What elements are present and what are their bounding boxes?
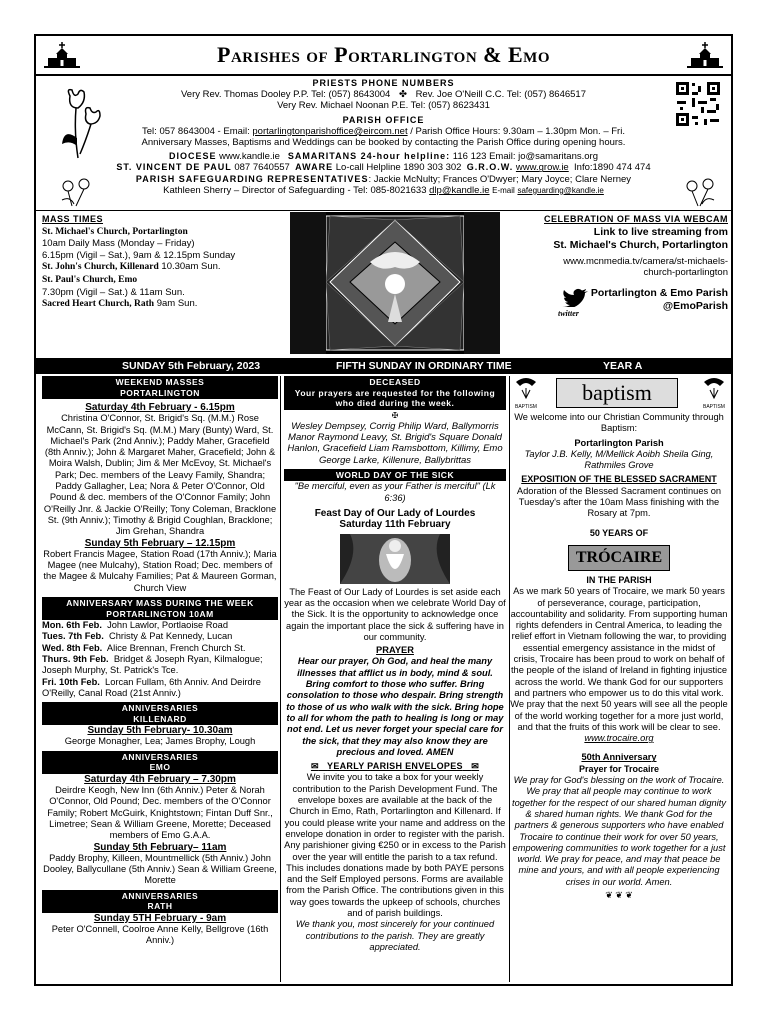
trocaire-link[interactable]: www.trocaire.org [584,733,654,744]
aware-label: AWARE [295,162,334,173]
trocaire-logo: TRÓCAIRE [568,545,670,571]
rath-sub: Sunday 5TH February - 9am [93,912,227,924]
diocese-label: DIOCESE [169,151,217,162]
cross-icon: ✠ [391,410,399,420]
in-parish-heading: IN THE PARISH [586,574,652,585]
exposition-heading: EXPOSITION OF THE BLESSED SACRAMENT [521,474,717,485]
mass-time: 9am Sun. [156,298,198,310]
church-icon [685,39,725,71]
fifty-years-heading: 50 YEARS OF [589,527,649,538]
mass-times [42,214,282,311]
date-bar [36,358,731,374]
header-bar [36,36,731,76]
priest-pe: Very Rev. Michael Noonan P.E. Tel: (057) 8623431 [277,100,490,112]
church-name: Sacred Heart Church, Rath [42,299,155,310]
grow-link[interactable]: www.grow.ie [515,162,569,174]
emo-sat-heading: Saturday 4th February – 7.30pm [84,773,236,785]
twitter-bird-icon [562,287,590,307]
sick-heading: WORLD DAY OF THE SICK [284,469,506,482]
emo-sun-intentions: Paddy Brophy, Killeen, Mountmellick (5th Anniv.) John Dooley, Ballycullane (5th Anniv.) Sean & William Greene, Morette [43,852,277,886]
baptism-icon [700,376,728,410]
svg-text:BAPTISM: BAPTISM [703,404,725,410]
mass-time: 10am Daily Mass (Monday – Friday) [42,238,195,250]
sat-intentions: Christina O'Connor, St. Brigid's Sq. (M.M.) Rose McCann, St. Brigid's Sq. (M.M.) Mary (Bunty) Ward, St. Michael's Park (2nd Anniv.); Paddy Maher, Gracefield (8th Anniv.); John & Margaret Maher, Gracefield; John & Moira Walsh, Dublin; Jim & Mer McEvoy, St. Michael's Park; Dec. members of the Leavy Family, Shandra; Paddy Gallagher, Lea; Nora & Peter O'Connor, Old Pound & dec. members of the O'Connor Family; John O'Reilly Jnr. & Jackie O'Reilly; Tony Coleman, Bracklone St. (9th Anniv.); Timothy & Brigid Coughlan, Bracklone; Jim Grehan, Shandra [43,413,277,537]
right-column [510,376,728,901]
flower-icon [678,176,718,208]
baptism-parish: Portarlington Parish [574,437,664,448]
webcam-heading: CELEBRATION OF MASS VIA WEBCAM [544,214,728,224]
envelopes-thanks: We thank you, most sincerely for your continued contributions to the parish. They are greatly appreciated. [295,919,495,952]
middle-column [284,376,506,953]
lourdes-date: Saturday 11th February [339,519,451,531]
webcam-link[interactable]: church-portarlington [643,267,728,278]
baptism-banner: baptism [556,378,678,408]
anniversaries-column [42,376,278,947]
safeguarding-email-link[interactable]: safeguarding@kandle.ie [517,185,604,195]
deceased-names: Wesley Dempsey, Corrig Philip Ward, Ballymorris Manor Raymond Leavy, St. Brigid's Square Donald Hanlon, Gracefield Liam Ramsbottom, Killimy, Emo George Larke, Killenure, Ballybrittas [287,420,503,466]
deceased-heading: DECEASED Your prayers are requested for the following who died during the week. [284,376,506,410]
stained-glass-image [290,212,500,354]
mass-time: 6.15pm (Vigil – Sat.), 9am & 12.15pm Sunday [42,249,236,261]
office-tel: Tel: 057 8643004 - Email: [142,125,250,137]
webcam-line2: St. Michael's Church, Portarlington [553,238,728,251]
envelope-icon: ✉ [310,761,319,772]
office-hours: / Parish Office Hours: 9.30am – 1.30pm Mon. – Fri. [410,125,625,137]
envelopes-heading: YEARLY PARISH ENVELOPES [327,761,463,772]
leaf-icon: ✤ [398,89,407,101]
church-icon [42,39,82,71]
newsletter-page [34,34,733,986]
weekday-row: Mon. 6th Feb. John Lawlor, Portlaoise Road [42,620,229,631]
sat-heading: Saturday 4th February - 6.15pm [85,402,235,413]
safeguarding-reps: : Jackie McNulty; Frances O'Dwyer; Mary Joyce; Clare Nerney [368,173,632,185]
divider [36,210,731,211]
priest-cc: Rev. Joe O'Neill C.C. Tel: (057) 8646517 [415,89,586,101]
prayer-heading: PRAYER [376,645,414,656]
flower-icon [58,176,98,208]
svg-text:BAPTISM: BAPTISM [515,404,537,410]
rath-heading: ANNIVERSARIES RATH [42,890,278,913]
sick-quote: "Be merciful, even as your Father is merciful" (Lk 6:36) [294,481,496,503]
killenard-intentions: George Monagher, Lea; James Brophy, Lough [64,736,256,747]
priest-pp: Very Rev. Thomas Dooley P.P. Tel: (057) 8643004 [181,89,391,101]
mass-time: 10.30am Sun. [161,261,221,273]
svp-phone: 087 7640557 [234,162,290,174]
office-booking: Anniversary Masses, Baptisms and Weddings can be booked by contacting the Parish Office during opening hours. [141,137,626,149]
grow-label: G.R.O.W. [466,162,514,173]
contact-info [36,76,731,210]
emo-heading: ANNIVERSARIES EMO [42,751,278,774]
samaritans-label: SAMARITANS 24-hour helpline: [287,151,451,162]
twitter-name: Portarlington & Emo Parish [590,286,728,299]
mass-time: 7.30pm (Vigil – Sat.) & 11am Sun. [42,286,185,298]
office-email-link[interactable]: portarlingtonparishoffice@eircom.net [252,125,408,137]
weekend-masses-heading: WEEKEND MASSES PORTARLINGTON [42,376,278,399]
sun-intentions: Robert Francis Magee, Station Road (17th Anniv.); Maria Magee (nee Mulcahy), Station Road; Dec. members of the Magee & Mulcahy Families; Pat & Maureen Gorman, Church View [43,548,277,593]
prayer-text: Hear our prayer, Oh God, and heal the many illnesses that afflict us in body, mind & soul. Bring comfort to those who suffer. Bring consolation to those who despair. Bring strength to those of us who walk with the sick. Bring hope to all for whom the path to healing is long or may not end. Let us never forget your special care for the sick, that they may also know they are precious and loved. AMEN [286,656,504,757]
trocaire-prayer: We pray for God's blessing on the work of Trocaire. We pray that all people may continue to work together for the respect of our shared human dignity & shared human rights. We thank God for the partners & generous supporters who have enabled Trocaire to continue their work for over 50 years, empowering communities to work together for a just world. We pray for peace, and may that peace be mine and yours, and with all people experiencing crises in our world. Amen. [512,775,726,887]
baptism-names: Taylor J.B. Kelly, M/Mellick Aoibh Sheila Ging, Rathmiles Grove [524,448,714,471]
exposition-text: Adoration of the Blessed Sacrament continues on Tuesday's after the 10am Mass finishing with the Rosary at 7pm. [516,485,722,519]
safeguarding-director: Kathleen Sherry – Director of Safeguarding - Tel: 085-8021633 [163,184,427,196]
email-label: E-mail [492,185,515,195]
dlp-email-link[interactable]: dlp@kandle.ie [429,184,490,196]
safeguarding-label: PARISH SAFEGUARDING REPRESENTATIVES [135,173,369,184]
mass-times-heading: MASS TIMES [42,214,104,224]
samaritans-info: 116 123 Email: jo@samaritans.org [452,151,598,163]
emo-sun-heading: Sunday 5th February– 11am [93,841,227,853]
grow-info: Info:1890 474 474 [574,162,651,174]
weekday-row: Wed. 8th Feb. Alice Brennan, French Church St. [42,642,246,653]
priests-heading: PRIESTS PHONE NUMBERS [312,78,455,88]
twitter-handle: @EmoParish [662,299,728,312]
page-title: Parishes of Portarlington & Emo [217,42,550,67]
weekday-row: Tues. 7th Feb. Christy & Pat Kennedy, Lucan [42,631,233,642]
envelope-icon: ✉ [471,761,480,772]
weekday-row: Fri. 10th Feb. Lorcan Fullam, 6th Anniv. And Deirdre O'Reilly, Canal Road (21st Anniv.) [42,676,261,698]
webcam-line1: Link to live streaming from [593,225,728,238]
baptism-welcome: We welcome into our Christian Community through Baptism: [514,412,724,434]
church-name: St. Paul's Church, Emo [42,274,138,285]
aware-info: Lo-call Helpline 1890 303 302 [335,162,462,174]
webcam-section [506,214,728,318]
sun-heading: Sunday 5th February – 12.15pm [84,537,236,549]
lourdes-text: The Feast of Our Lady of Lourdes is set aside each year as the occasion when we celebrate World Day of the Sick. It is the opportunity to acknowledge once again the important place the sick & suffering have in our community. [284,586,506,642]
church-name: St. Michael's Church, Portarlington [42,226,188,237]
killenard-heading: ANNIVERSARIES KILLENARD [42,702,278,725]
trocaire-prayer-heading: Prayer for Trocaire [578,763,660,774]
trocaire-text: As we mark 50 years of Trocaire, we mark 50 years of perseverance, courage, participation, accountability and solidarity. From supporting human rights defenders in Central America, to leading the relief effort in Vietnam following the war, to providing essential emergency assistance in the midst of crisis, Trocaire has been proud to work on behalf of the people of the island of Ireland in fighting injustice across the world. We thank God for our supporters and partners who empower us to do this vital work. We pray that the next 50 years will see all the people of the world working together for a more just world, and that the fruits of this work will be clear to see. [510,586,728,732]
webcam-link[interactable]: www.mcnmedia.tv/camera/st-michaels- [563,255,728,267]
anniversary-heading: 50th Anniversary [581,752,657,763]
baptism-icon [512,376,540,410]
envelopes-text: We invite you to take a box for your weekly contribution to the Parish Development Fund. The envelope boxes are available at the back of the Church in Emo, Rath, Portarlington and Killenard. If you could please write your name and address on the envelope donation in order to register with the parish. Any parishioner giving €250 or in excess to the Parish over the year will entitle the parish to a tax refund. This includes donations made by both PAYE persons and the Self Employed persons. Forms are available from the Parish Office. The contributions given in this way goes towards the upkeep of schools, churches and of parish buildings. [284,772,506,918]
weekday-masses-heading: ANNIVERSARY MASS DURING THE WEEK PORTARLINGTON 10AM [42,597,278,620]
liturgical-sunday: FIFTH SUNDAY IN ORDINARY TIME [336,360,512,372]
ornament-icon: ❦ ❦ ❦ [605,889,633,900]
svp-label: ST. VINCENT DE PAUL [116,162,232,173]
killenard-sub: Sunday 5th February- 10.30am [87,725,233,737]
weekday-row: Thurs. 9th Feb. Bridget & Joseph Ryan, Kilmalogue; Joseph Murphy, St. Patrick's Tce. [42,653,263,676]
sunday-date: SUNDAY 5th February, 2023 [122,360,261,372]
emo-sat-intentions: Deirdre Keogh, New Inn (6th Anniv.) Peter & Norah O'Connor, Old Pound; Dec. members of the O'Connor Family; Robert McGuirk, Knightstown; Fintan Duff Snr., Limetree; Sean & William Greene, Morette; Deceased members of Emo G.A.A. [47,785,273,841]
diocese-link[interactable]: www.kandle.ie [219,151,280,163]
twitter-label: twitter [558,308,579,318]
office-heading: PARISH OFFICE [342,114,425,125]
lourdes-heading: Feast Day of Our Lady of Lourdes [314,508,476,520]
liturgical-year: YEAR A [603,360,643,372]
church-name: St. John's Church, Killenard [42,262,159,273]
lourdes-image [340,534,450,584]
column-divider [280,376,281,982]
rath-intentions: Peter O'Connell, Coolroe Anne Kelly, Bellgrove (16th Anniv.) [51,923,269,946]
